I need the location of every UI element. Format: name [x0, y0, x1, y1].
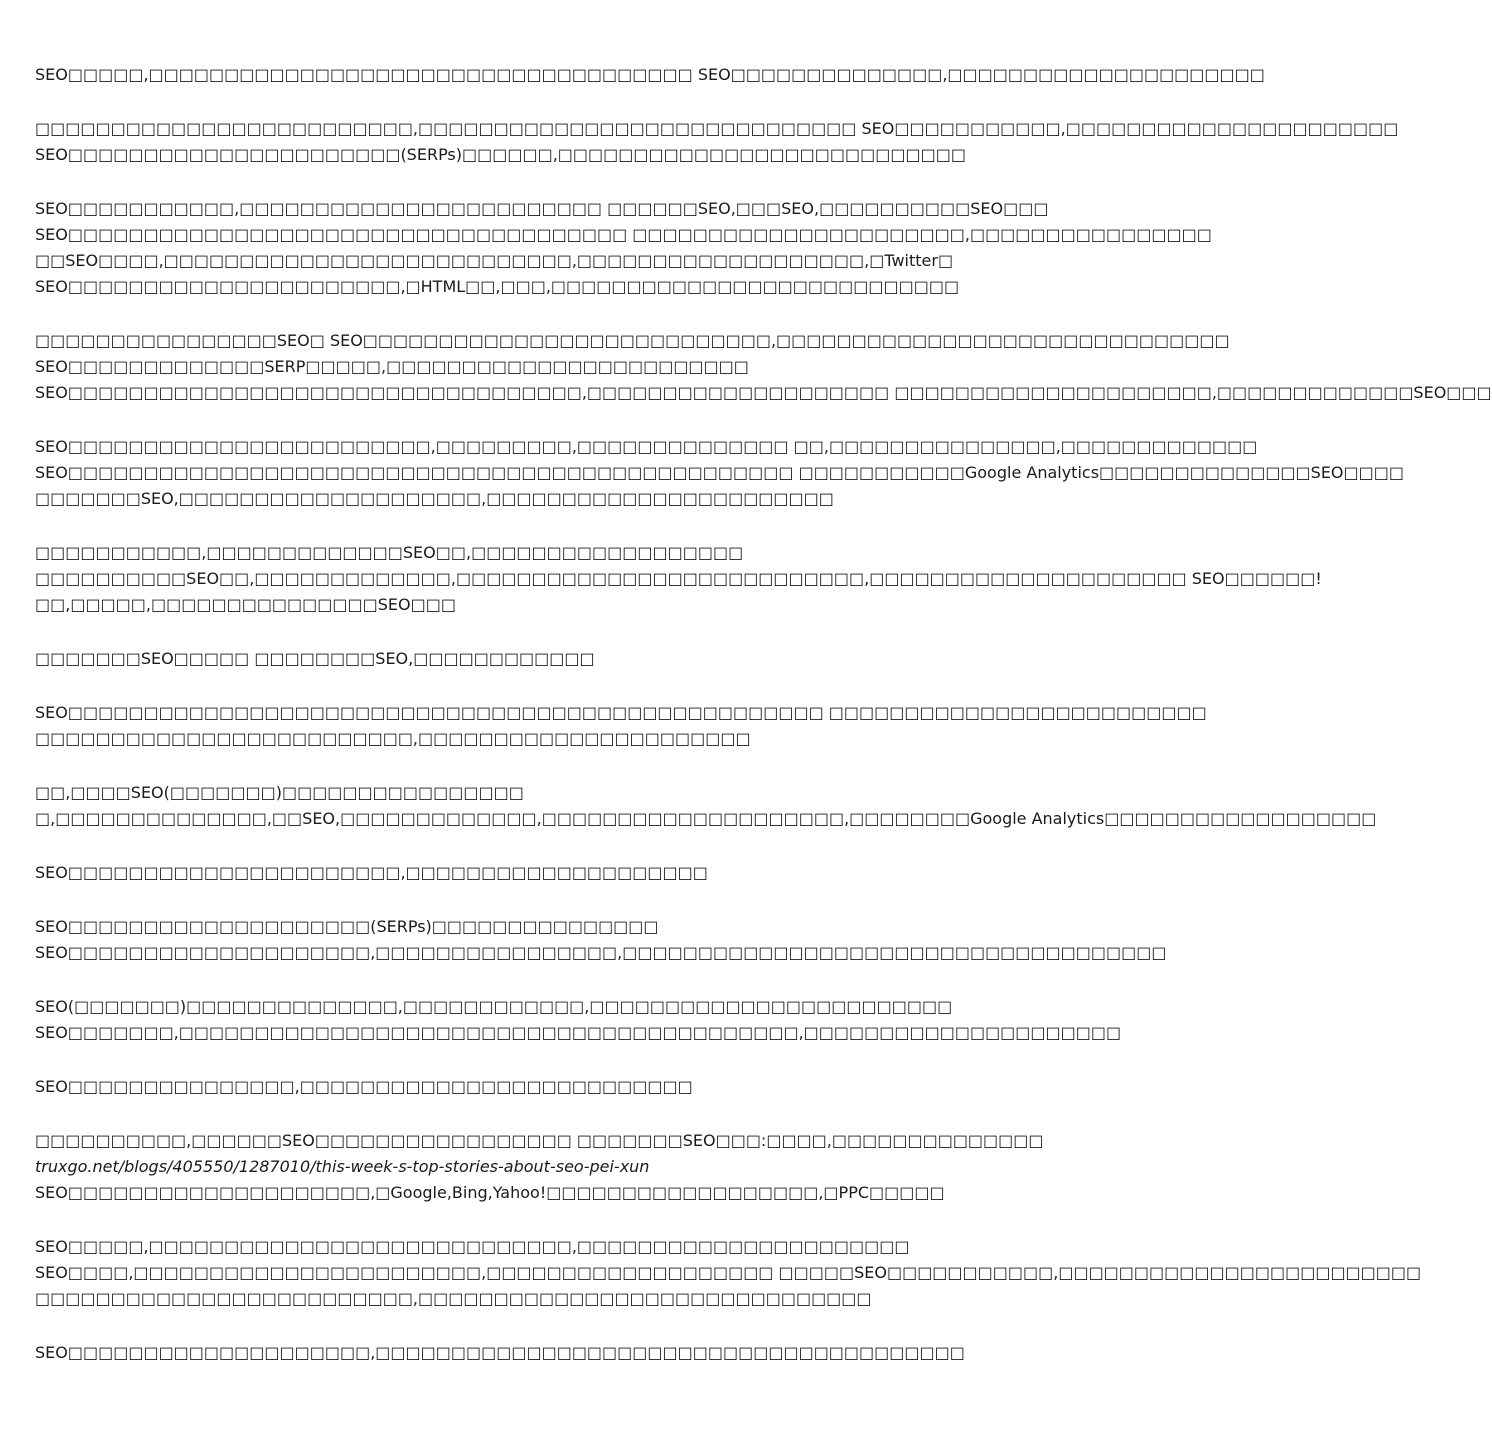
- text-line: SEO(□□□□□□□)□□□□□□□□□□□□□□,□□□□□□□□□□□□,□□□□□□□□□□□□□□□□□□□□□□□□: [35, 997, 953, 1016]
- paragraph: [35, 860, 995, 886]
- text-line: SEO□□□□□□□□□□□□□□□□□□□□□□□□□□□□□□□□□□□□□ □□□□□□□□□□□□□□□□□□□□□□,□□□□□□□□□□□□□□□□: [35, 225, 1212, 244]
- text-line: □□□□□□□□□□□□□□□□□□□□□□□□□,□□□□□□□□□□□□□□□□□□□□□□□□□□□□□ SEO□□□□□□□□□□□,□□□□□□□□□□□□□□□□□□□□□□: [35, 119, 1399, 138]
- text-line: □□□□□□□□□□□□□□□□SEO□ SEO□□□□□□□□□□□□□□□□□□□□□□□□□□□,□□□□□□□□□□□□□□□□□□□□□□□□□□□□□□: [35, 331, 1230, 350]
- paragraph: [35, 196, 1212, 300]
- paragraph: [35, 540, 1322, 618]
- text-line: SEO□□□□□□□□□□□□□□□□□□□□□□,□HTML□□,□□□,□□□□□□□□□□□□□□□□□□□□□□□□□□□: [35, 277, 960, 296]
- text-line: SEO□□□□□□□□□□□□□□□□□□□□□□(SERPs)□□□□□□,□□□□□□□□□□□□□□□□□□□□□□□□□□□: [35, 145, 966, 164]
- document-body: [35, 62, 1492, 1394]
- paragraph: [35, 62, 1265, 88]
- text-line: □□□□□□□□□□□□□□□□□□□□□□□□□,□□□□□□□□□□□□□□□□□□□□□□: [35, 729, 751, 748]
- paragraph: [35, 646, 995, 672]
- text-line: □□□□□□□SEO□□□□□ □□□□□□□□SEO,□□□□□□□□□□□□: [35, 649, 595, 668]
- text-line: □□□□□□□□□□□,□□□□□□□□□□□□□SEO□□,□□□□□□□□□□□□□□□□□□: [35, 543, 744, 562]
- text-line: SEO□□□□□□□□□□□□□□□□□□□□□□□□,□□□□□□□□□,□□□□□□□□□□□□□□ □□,□□□□□□□□□□□□□□□,□□□□□□□□□□□□□: [35, 437, 1258, 456]
- text-line: □□□□□□□□□□,□□□□□□SEO□□□□□□□□□□□□□□□□□ □□□□□□□SEO□□□:□□□□,□□□□□□□□□□□□□□: [35, 1131, 1044, 1150]
- text-line: SEO□□□□,□□□□□□□□□□□□□□□□□□□□□□□,□□□□□□□□□□□□□□□□□□□ □□□□□SEO□□□□□□□□□□□,□□□□□□□□□□□□□□□□□□□□□□□□: [35, 1263, 1422, 1282]
- text-line: SEO□□□□□□□□□□□□□□□□□□□□(SERPs)□□□□□□□□□□□□□□□: [35, 917, 659, 936]
- text-line: □□□□□□□SEO,□□□□□□□□□□□□□□□□□□□□,□□□□□□□□□□□□□□□□□□□□□□□: [35, 489, 834, 508]
- text-line: SEO□□□□□□□□□□□□□□□□□□□□□□□□□□□□□□□□□□□□□□□□□□□□□□□□□□ □□□□□□□□□□□□□□□□□□□□□□□□□: [35, 703, 1207, 722]
- text-line: SEO□□□□□□□□□□□□□□□□□□□□□□□□□□□□□□□□□□,□□□□□□□□□□□□□□□□□□□□ □□□□□□□□□□□□□□□□□□□□□,□□□□□□□□□□□□□SEO□□□: [35, 383, 1492, 402]
- text-line: SEO□□□□□□□□□□□□□SERP□□□□□,□□□□□□□□□□□□□□□□□□□□□□□□: [35, 357, 749, 376]
- paragraph: [35, 780, 1377, 832]
- paragraph: [35, 1234, 1422, 1312]
- text-line: □□□□□□□□□□SEO□□,□□□□□□□□□□□□□,□□□□□□□□□□□□□□□□□□□□□□□□□□□,□□□□□□□□□□□□□□□□□□□□□ SEO□□□□□□!: [35, 569, 1322, 588]
- text-line: SEO□□□□□□□□□□□,□□□□□□□□□□□□□□□□□□□□□□□□ □□□□□□SEO,□□□SEO,□□□□□□□□□□SEO□□□: [35, 199, 1049, 218]
- text-line: □□□□□□□□□□□□□□□□□□□□□□□□□,□□□□□□□□□□□□□□□□□□□□□□□□□□□□□□: [35, 1289, 872, 1308]
- text-line: □□SEO□□□□,□□□□□□□□□□□□□□□□□□□□□□□□□□□,□□□□□□□□□□□□□□□□□□□,□Twitter□: [35, 251, 954, 270]
- text-line: SEO□□□□□□□□□□□□□□□,□□□□□□□□□□□□□□□□□□□□□□□□□□: [35, 1077, 693, 1096]
- paragraph: [35, 700, 1207, 752]
- text-line: SEO□□□□□□□□□□□□□□□□□□□□□□□□□□□□□□□□□□□□□□□□□□□□□□□□ □□□□□□□□□□□Google Analytics□□□□□□□□□□□□□□SEO□□□□: [35, 463, 1404, 482]
- text-line: truxgo.net/blogs/405550/1287010/this-week-s-top-stories-about-seo-pei-xun: [35, 1157, 650, 1176]
- paragraph: [35, 994, 1122, 1046]
- text-line: □□,□□□□□,□□□□□□□□□□□□□□□SEO□□□: [35, 595, 456, 614]
- text-line: SEO□□□□□□□□□□□□□□□□□□□□,□□□□□□□□□□□□□□□□□□□□□□□□□□□□□□□□□□□□□□□: [35, 1343, 965, 1362]
- text-line: SEO□□□□□□□□□□□□□□□□□□□□,□□□□□□□□□□□□□□□□,□□□□□□□□□□□□□□□□□□□□□□□□□□□□□□□□□□□□: [35, 943, 1167, 962]
- text-line: □,□□□□□□□□□□□□□□,□□SEO,□□□□□□□□□□□□□,□□□□□□□□□□□□□□□□□□□□,□□□□□□□□Google Analytics□□□□□□□□□□□□□□□□□□: [35, 809, 1377, 828]
- text-line: □□,□□□□SEO(□□□□□□□)□□□□□□□□□□□□□□□□: [35, 783, 524, 802]
- paragraph: [35, 1128, 1044, 1206]
- text-line: SEO□□□□□□□□□□□□□□□□□□□□,□Google,Bing,Yahoo!□□□□□□□□□□□□□□□□□□,□PPC□□□□□: [35, 1183, 945, 1202]
- text-line: SEO□□□□□,□□□□□□□□□□□□□□□□□□□□□□□□□□□□,□□□□□□□□□□□□□□□□□□□□□□: [35, 1237, 910, 1256]
- paragraph: [35, 1340, 995, 1366]
- text-line: SEO□□□□□,□□□□□□□□□□□□□□□□□□□□□□□□□□□□□□□□□□□□ SEO□□□□□□□□□□□□□□,□□□□□□□□□□□□□□□□□□□□□: [35, 65, 1265, 84]
- paragraph: [35, 434, 1404, 512]
- text-line: SEO□□□□□□□,□□□□□□□□□□□□□□□□□□□□□□□□□□□□□□□□□□□□□□□□□,□□□□□□□□□□□□□□□□□□□□□: [35, 1023, 1122, 1042]
- paragraph: [35, 328, 1492, 406]
- paragraph: [35, 116, 1399, 168]
- paragraph: [35, 1074, 995, 1100]
- text-line: SEO□□□□□□□□□□□□□□□□□□□□□□,□□□□□□□□□□□□□□□□□□□□: [35, 863, 708, 882]
- paragraph: [35, 914, 1167, 966]
